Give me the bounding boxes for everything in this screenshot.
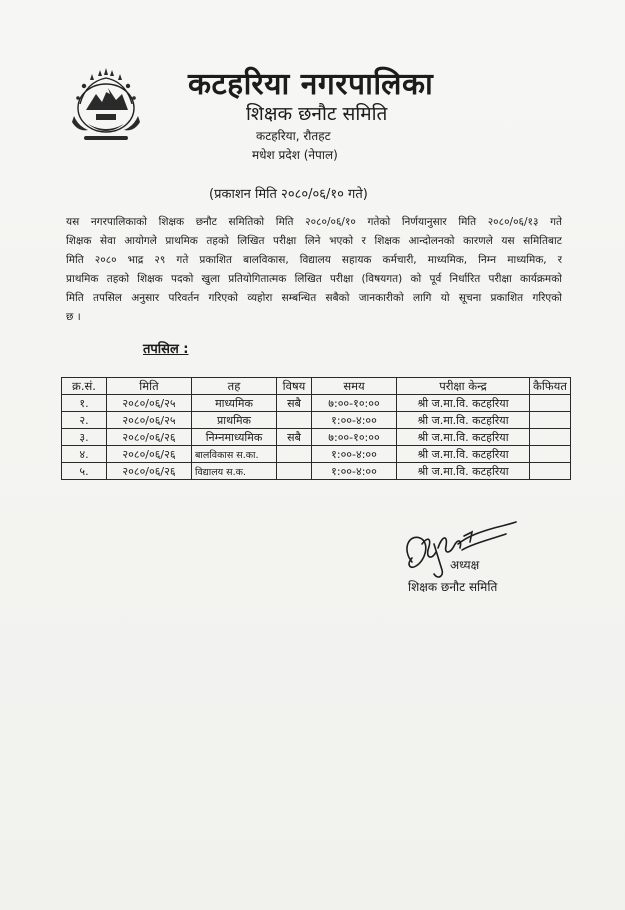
cell-exam-center: श्री ज.मा.वि. कटहरिया: [397, 395, 530, 412]
nepal-government-emblem-icon: [66, 64, 146, 146]
cell-time: १:००-४:००: [312, 463, 397, 480]
cell-remarks: [530, 429, 571, 446]
cell-level: बालविकास स.का.: [192, 446, 277, 463]
notice-paragraph: [66, 213, 562, 327]
notice-line: प्राथमिक तहको शिक्षक पदको खुला प्रतियोगितात्मक लिखित परीक्षा (विषयगत) को पूर्व निर्धारित परीक्षा कार्यक्रमको: [66, 273, 562, 285]
cell-serial: १.: [62, 395, 107, 412]
cell-level: प्राथमिक: [192, 412, 277, 429]
cell-serial: ३.: [62, 429, 107, 446]
cell-time: १:००-४:००: [312, 412, 397, 429]
cell-date: २०८०/०६/२५: [107, 412, 192, 429]
table-header-row: [62, 378, 571, 395]
schedule-heading: तपसिल :: [143, 342, 189, 357]
cell-level: माध्यमिक: [192, 395, 277, 412]
column-header-level: तह: [192, 378, 277, 395]
cell-time: ७:००-१०:००: [312, 395, 397, 412]
cell-serial: २.: [62, 412, 107, 429]
cell-level: निम्नमाध्यमिक: [192, 429, 277, 446]
cell-remarks: [530, 412, 571, 429]
cell-subject: [277, 446, 312, 463]
notice-line: छ ।: [66, 311, 81, 323]
cell-date: २०८०/०६/२६: [107, 446, 192, 463]
cell-exam-center: श्री ज.मा.वि. कटहरिया: [397, 463, 530, 480]
exam-schedule-table: [61, 377, 571, 480]
organization-name: कटहरिया नगरपालिका: [188, 67, 434, 102]
cell-remarks: [530, 463, 571, 480]
cell-date: २०८०/०६/२६: [107, 463, 192, 480]
column-header-subject: विषय: [277, 378, 312, 395]
cell-time: १:००-४:००: [312, 446, 397, 463]
cell-subject: [277, 412, 312, 429]
signatory-committee: शिक्षक छनौट समिति: [408, 580, 498, 594]
column-header-serial: क्र.सं.: [62, 378, 107, 395]
cell-serial: ५.: [62, 463, 107, 480]
cell-date: २०८०/०६/२६: [107, 429, 192, 446]
table-row: [62, 412, 571, 429]
cell-time: ७:००-१०:००: [312, 429, 397, 446]
column-header-exam-center: परीक्षा केन्द्र: [397, 378, 530, 395]
committee-name: शिक्षक छनौट समिति: [246, 103, 388, 125]
cell-date: २०८०/०६/२५: [107, 395, 192, 412]
address-line-1: कटहरिया, रौतहट: [256, 129, 331, 143]
table-row: [62, 395, 571, 412]
cell-exam-center: श्री ज.मा.वि. कटहरिया: [397, 446, 530, 463]
cell-level: विद्यालय स.क.: [192, 463, 277, 480]
address-line-2: मधेश प्रदेश (नेपाल): [252, 148, 338, 162]
column-header-date: मिति: [107, 378, 192, 395]
cell-subject: सबै: [277, 429, 312, 446]
table-row: [62, 463, 571, 480]
notice-line: मिति तपसिल अनुसार परिवर्तन गरिएको व्यहोरा सम्बन्धित सबैको जानकारीको लागि यो सूचना प्रकाशित गरिएको: [66, 292, 562, 304]
notice-line: यस नगरपालिकाको शिक्षक छनौट समितिको मिति २०८०/०६/१० गतेको निर्णयानुसार मिति २०८०/०६/१३ गते: [66, 216, 562, 228]
cell-exam-center: श्री ज.मा.वि. कटहरिया: [397, 429, 530, 446]
publication-date: (प्रकाशन मिति २०८०/०६/१० गते): [209, 187, 368, 202]
cell-subject: सबै: [277, 395, 312, 412]
cell-exam-center: श्री ज.मा.वि. कटहरिया: [397, 412, 530, 429]
signatory-title: अध्यक्ष: [450, 558, 480, 572]
cell-subject: [277, 463, 312, 480]
notice-line: शिक्षक सेवा आयोगले प्राथमिक तहको लिखित परीक्षा लिने भएको र शिक्षक आन्दोलनको कारणले यस समितिबाट: [66, 235, 562, 247]
cell-remarks: [530, 446, 571, 463]
table-row: [62, 446, 571, 463]
column-header-time: समय: [312, 378, 397, 395]
table-row: [62, 429, 571, 446]
notice-line: मिति २०८० भाद्र २९ गते प्रकाशित बालविकास, विद्यालय सहायक कर्मचारी, माध्यमिक, निम्न माध्यमिक, र: [66, 254, 562, 266]
column-header-remarks: कैफियत: [530, 378, 571, 395]
cell-remarks: [530, 395, 571, 412]
cell-serial: ४.: [62, 446, 107, 463]
